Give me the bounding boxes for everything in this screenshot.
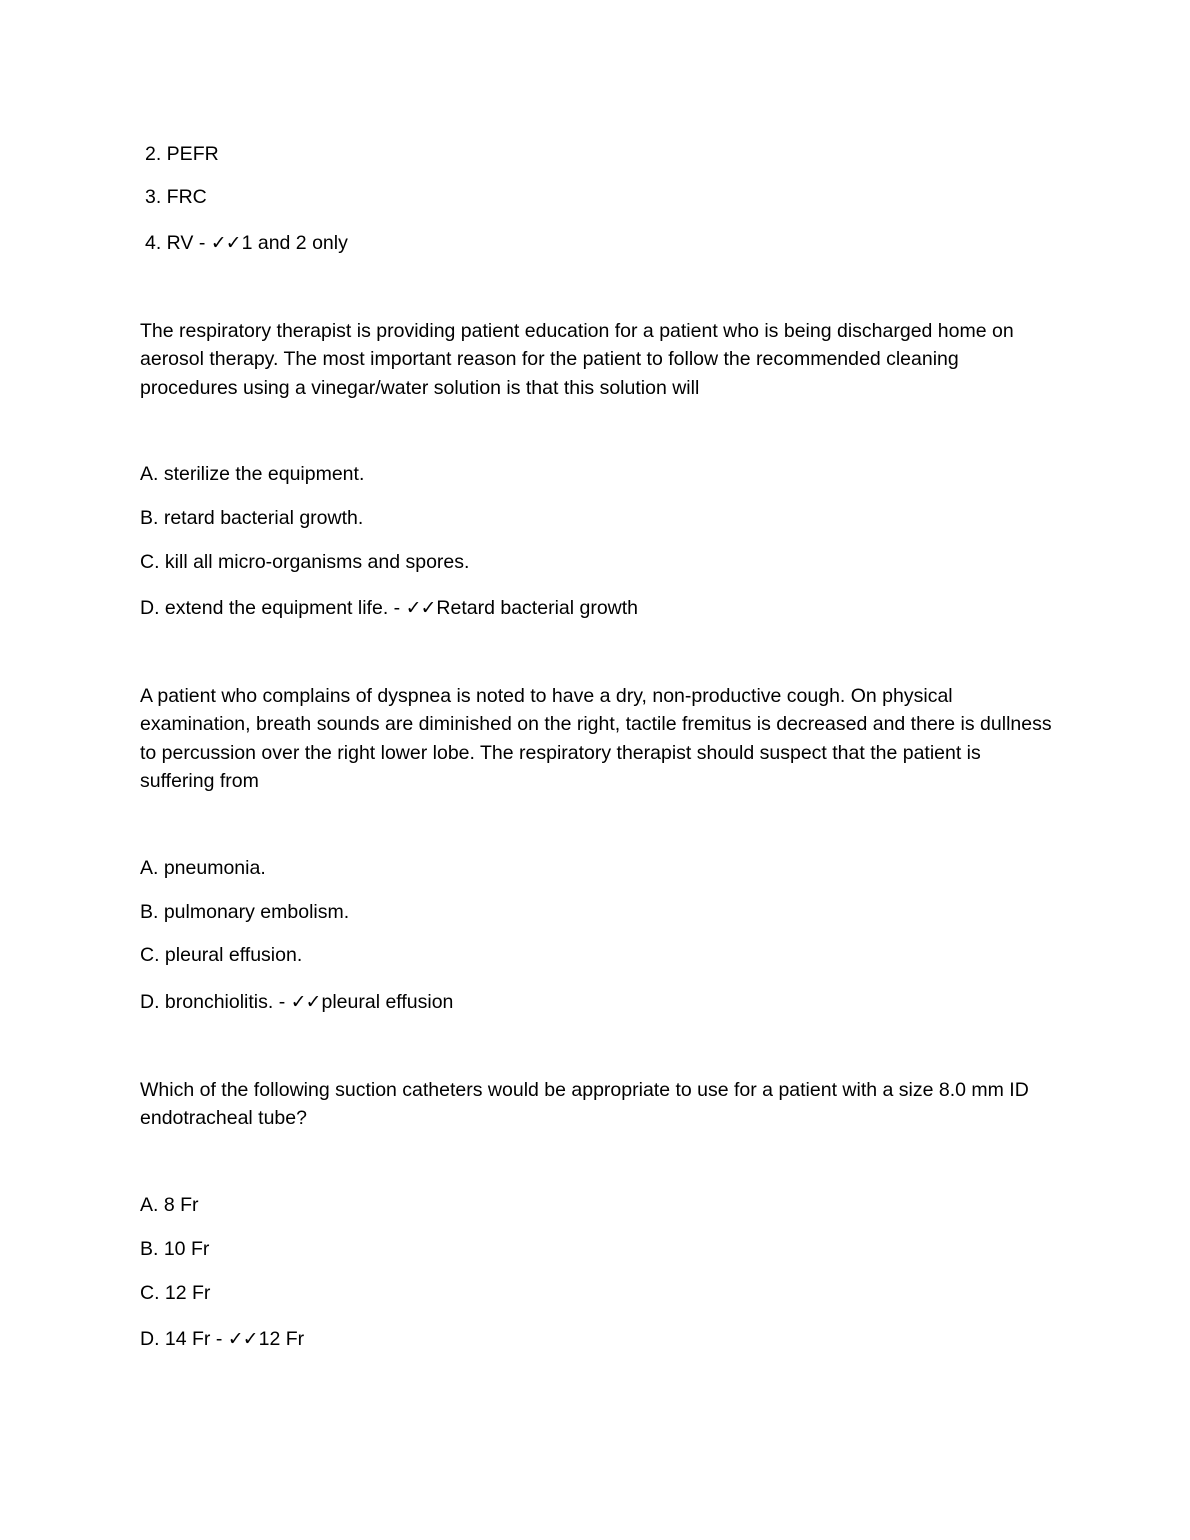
question-3-option-b: B. 10 Fr [140, 1238, 210, 1260]
question-2-option-b: B. pulmonary embolism. [140, 901, 350, 923]
prev-option-3 [145, 183, 207, 211]
question-3-option-c: C. 12 Fr [140, 1282, 211, 1304]
answer-text: 12 Fr [258, 1328, 305, 1350]
prev-option-2 [145, 140, 219, 168]
question-1-option-d [140, 594, 638, 622]
answer-text: 1 and 2 only [241, 232, 348, 254]
question-3-stem: Which of the following suction catheters would be appropriate to use for a patient with a size 8.0 mm ID endotracheal tube? [140, 1079, 1029, 1130]
question-1-option-a: A. sterilize the equipment. [140, 463, 365, 485]
question-3-option-d [140, 1325, 304, 1353]
prev-option-4 [145, 229, 348, 257]
question-2-stem: A patient who complains of dyspnea is noted to have a dry, non-productive cough. On physical examination, breath sounds are diminished on the right, tactile fremitus is decreased and there is dullness to percussion over the right lower lobe. The respiratory therapist should suspect that the patient is suffering from [140, 685, 1052, 792]
question-2-option-c: C. pleural effusion. [140, 944, 303, 966]
double-check-icon: ✓✓ [405, 597, 436, 619]
option-text: 4. RV - [145, 232, 211, 254]
double-check-icon: ✓✓ [290, 991, 321, 1013]
answer-text: Retard bacterial growth [436, 597, 639, 619]
double-check-icon: ✓✓ [210, 232, 241, 254]
option-text: D. 14 Fr - [140, 1328, 228, 1350]
question-3-option-a: A. 8 Fr [140, 1194, 199, 1216]
option-text: 3. FRC [145, 186, 207, 208]
question-1-stem: The respiratory therapist is providing patient education for a patient who is being discharged home on aerosol therapy. The most important reason for the patient to follow the recommended cleaning procedures using a vinegar/water solution is that this solution will [140, 320, 1014, 399]
question-2-option-a: A. pneumonia. [140, 857, 266, 879]
answer-text: pleural effusion [321, 991, 454, 1013]
double-check-icon: ✓✓ [227, 1328, 258, 1350]
option-text: D. extend the equipment life. - [140, 597, 406, 619]
question-2-option-d [140, 988, 453, 1016]
question-1-option-b: B. retard bacterial growth. [140, 507, 364, 529]
option-text: 2. PEFR [145, 143, 219, 165]
option-text: D. bronchiolitis. - [140, 991, 291, 1013]
question-1-option-c: C. kill all micro-organisms and spores. [140, 551, 470, 573]
